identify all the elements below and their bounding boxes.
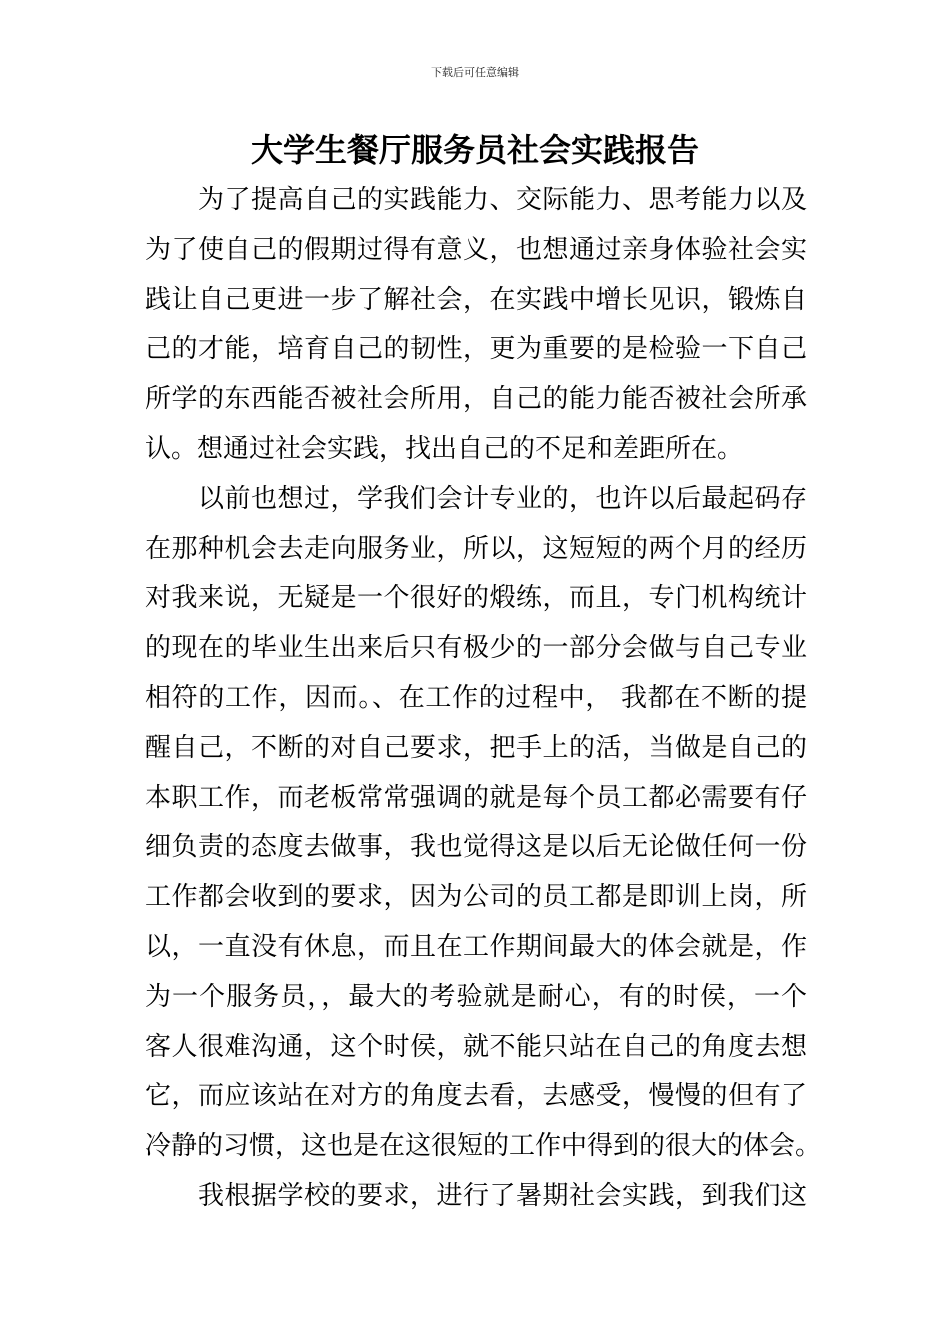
text-line: 己的才能，培育自己的韧性，更为重要的是检验一下自己	[145, 334, 807, 365]
text-line: 我根据学校的要求，进行了暑期社会实践，到我们这	[145, 1180, 807, 1211]
header-note: 下载后可任意编辑	[431, 66, 519, 79]
text-line: 客人很难沟通，这个时侯，就不能只站在自己的角度去想	[145, 1031, 807, 1062]
text-line: 它，而应该站在对方的角度去看，去感受，慢慢的但有了	[145, 1081, 807, 1112]
text-line: 在那种机会去走向服务业，所以，这短短的两个月的经历	[145, 533, 807, 564]
text-line: 醒自己，不断的对自己要求，把手上的活，当做是自己的	[145, 732, 807, 763]
document-body	[145, 176, 822, 1222]
text-line: 相符的工作，因而。、在工作的过程中， 我都在不断的提	[145, 682, 807, 713]
paragraph-3	[145, 1172, 807, 1222]
text-line: 为一个服务员，，最大的考验就是耐心，有的时侯，一个	[145, 981, 807, 1012]
paragraph-1	[145, 176, 807, 475]
text-line: 践让自己更进一步了解社会，在实践中增长见识，锻炼自	[145, 284, 807, 315]
text-line: 认。想通过社会实践，找出自己的不足和差距所在。	[145, 433, 744, 464]
text-line: 所学的东西能否被社会所用，自己的能力能否被社会所承	[145, 384, 807, 415]
text-line: 为了使自己的假期过得有意义，也想通过亲身体验社会实	[145, 234, 807, 265]
text-line: 细负责的态度去做事，我也觉得这是以后无论做任何一份	[145, 832, 807, 863]
paragraph-2	[145, 475, 822, 1172]
text-line: 以，一直没有休息，而且在工作期间最大的体会就是，作	[145, 931, 807, 962]
text-line: 工作都会收到的要求，因为公司的员工都是即训上岗，所	[145, 882, 807, 913]
text-line: 本职工作，而老板常常强调的就是每个员工都必需要有仔	[145, 782, 807, 813]
text-line: 的现在的毕业生出来后只有极少的一部分会做与自己专业	[145, 633, 807, 664]
text-line: 冷静的习惯，这也是在这很短的工作中得到的很大的体会。	[145, 1131, 822, 1162]
text-line: 为了提高自己的实践能力、交际能力、思考能力以及	[145, 185, 807, 215]
text-line: 对我来说，无疑是一个很好的煅练，而且，专门机构统计	[145, 583, 807, 614]
text-line: 以前也想过，学我们会计专业的，也许以后最起码存	[145, 483, 807, 514]
document-title: 大学生餐厅服务员社会实践报告	[250, 131, 699, 169]
